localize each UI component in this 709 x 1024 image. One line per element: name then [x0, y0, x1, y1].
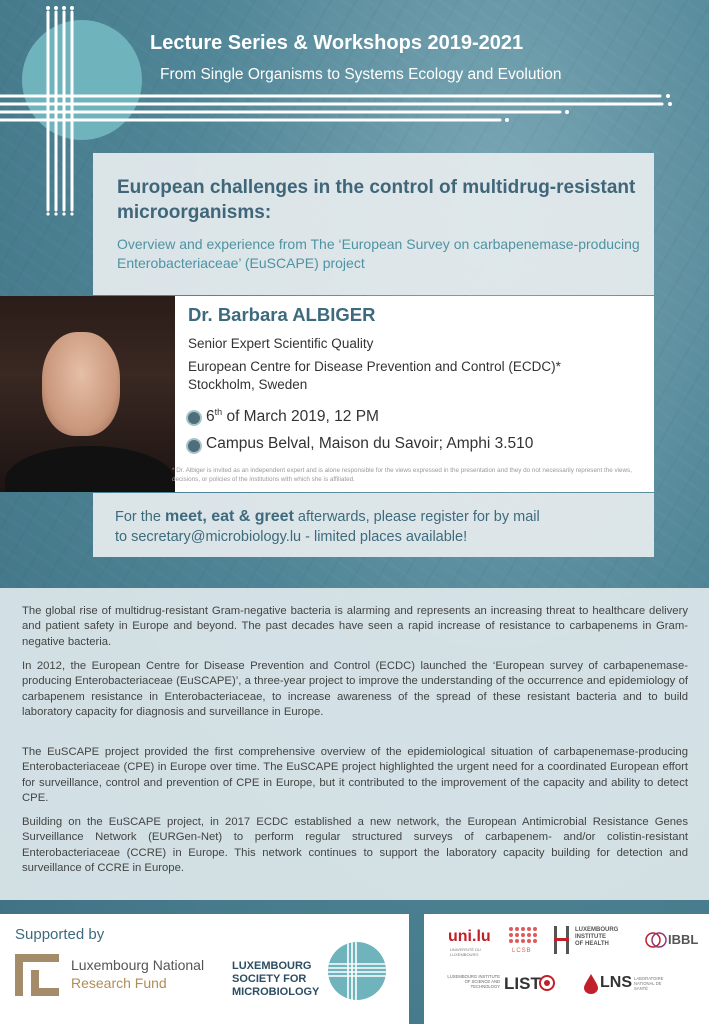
talk-title: European challenges in the control of multidrug-resistant microorganisms:: [117, 177, 636, 223]
abstract-paragraph-4: Building on the EuSCAPE project, in 2017 ECDC established a new network, the European Antimicrobial Resistance Genes Surveillance Network (EURGen-Net) to perform regular structured surveys of carbapenem- and/or colistin-resistant Enterobacteriaceae (CCRE) in Europe. This network continues to support the laboratory capacity building for detection and surveillance of CCRE in Europe.: [22, 816, 688, 875]
lsm-logo-text: [232, 960, 319, 999]
speaker-institution: European Centre for Disease Prevention and Control (ECDC)*: [188, 359, 561, 374]
series-subtitle: From Single Organisms to Systems Ecology and Evolution: [160, 66, 562, 83]
lsm-line-3: MICROBIOLOGY: [232, 986, 320, 998]
fnr-line-2: Research Fund: [71, 975, 167, 991]
greet-email-line: to secretary@microbiology.lu - limited places available!: [115, 529, 468, 545]
lns-subtitle: LABORATOIRE NATIONAL DE SANTÉ: [634, 976, 664, 991]
greet-text: [115, 507, 645, 547]
speaker-role: Senior Expert Scientific Quality: [188, 336, 374, 351]
speaker-location: Stockholm, Sweden: [188, 377, 308, 392]
fnr-logo-text: [71, 956, 204, 992]
lih-line-1: LUXEMBOURG: [575, 927, 619, 933]
talk-panel: [93, 153, 654, 295]
talk-subtitle: Overview and experience from The ‘European Survey on carbapenemase-producing Enterobacteriaceae’ (EuSCAPE) project: [117, 236, 640, 271]
date-day: 6: [206, 408, 215, 426]
greet-panel: [93, 493, 654, 557]
date-rest: of March 2019, 12 PM: [222, 408, 379, 426]
lsm-logo-icon: [328, 942, 386, 1000]
venue-bullet-icon: [186, 438, 202, 454]
lcsb-logo: LCSB: [512, 948, 532, 954]
lcsb-dots-icon: [508, 926, 542, 946]
unilu-logo: uni.lu: [448, 928, 491, 945]
greet-after: afterwards, please register for by mail: [293, 509, 540, 525]
abstract-paragraph-3: The EuSCAPE project provided the first comprehensive overview of the epidemiological situation of carbapenemase-producing Enterobacteriaceae (CPE) in Europe over time. The EuSCAPE project highlighted the urgent need for a coordinated European effort for surveillance, control and prevention of CPE in Europe, but it contributed to the improvement of the capacity and ability to detect CPE.: [22, 746, 688, 805]
speaker-face: [42, 332, 120, 436]
abstract-paragraph-1: The global rise of multidrug-resistant Gram-negative bacteria is alarming and represents an increasing threat to healthcare delivery and patient safety in Europe and beyond. The past decades have seen a rapid increase of resistance to carbapenems in Gram-negative bacteria.: [22, 605, 688, 648]
abstract-panel: [0, 588, 709, 900]
lih-logo-icon: [554, 926, 572, 954]
unilu-subtitle: UNIVERSITÉ DU LUXEMBOURG: [450, 947, 481, 957]
greet-highlight: meet, eat & greet: [164, 508, 294, 525]
partners-panel: [424, 914, 709, 1024]
lns-drop-icon: [584, 974, 598, 994]
lns-logo: LNS: [600, 974, 632, 991]
speaker-panel: [0, 296, 654, 492]
abstract-paragraph-2: In 2012, the European Centre for Disease Prevention and Control (ECDC) launched the ‘European survey of carbapenemase-producing Enterobacteriaceae (EuSCAPE)’, a three-year project to improve the understanding of the occurrence and epidemiology of carbapenem resistance in Enterobacteriaceae, to increase awareness of the spread of these resistant bacteria and to build laboratory capacity for diagnosis and surveillance in Europe.: [22, 660, 688, 719]
lih-line-3: OF HEALTH: [575, 941, 609, 947]
greet-before: For the: [115, 509, 165, 525]
fnr-logo-icon: [15, 954, 59, 996]
speaker-shoulders: [5, 446, 175, 492]
supported-by-label: Supported by: [15, 926, 105, 943]
list-logo: LIST: [504, 974, 541, 993]
lih-line-2: INSTITUTE: [575, 934, 606, 940]
series-title: Lecture Series & Workshops 2019-2021: [150, 32, 524, 54]
event-venue: Campus Belval, Maison du Savoir; Amphi 3.510: [206, 435, 534, 452]
ibbl-logo-icon: [644, 927, 670, 953]
lsm-line-2: SOCIETY FOR: [232, 973, 307, 985]
event-date: [206, 407, 379, 426]
speaker-photo: [0, 296, 175, 492]
date-suffix: th: [214, 407, 223, 417]
date-bullet-icon: [186, 410, 202, 426]
speaker-name: Dr. Barbara ALBIGER: [188, 304, 376, 325]
list-subtitle: LUXEMBOURG INSTITUTE OF SCIENCE AND TECHNOLOGY: [447, 974, 500, 989]
sponsor-panel: [0, 914, 409, 1024]
list-logo-icon: [538, 974, 556, 992]
fnr-line-1: Luxembourg National: [71, 957, 205, 973]
lsm-line-1: LUXEMBOURG: [232, 960, 312, 972]
lih-logo: [575, 927, 618, 948]
disclaimer: * Dr. Albiger is invited as an independent expert and is alone responsible for the views expressed in the presentation and they do not necessarily represent the views, decisions, or policies of the institutions with which she is affiliated.: [172, 467, 632, 483]
ibbl-logo: IBBL: [668, 932, 699, 947]
